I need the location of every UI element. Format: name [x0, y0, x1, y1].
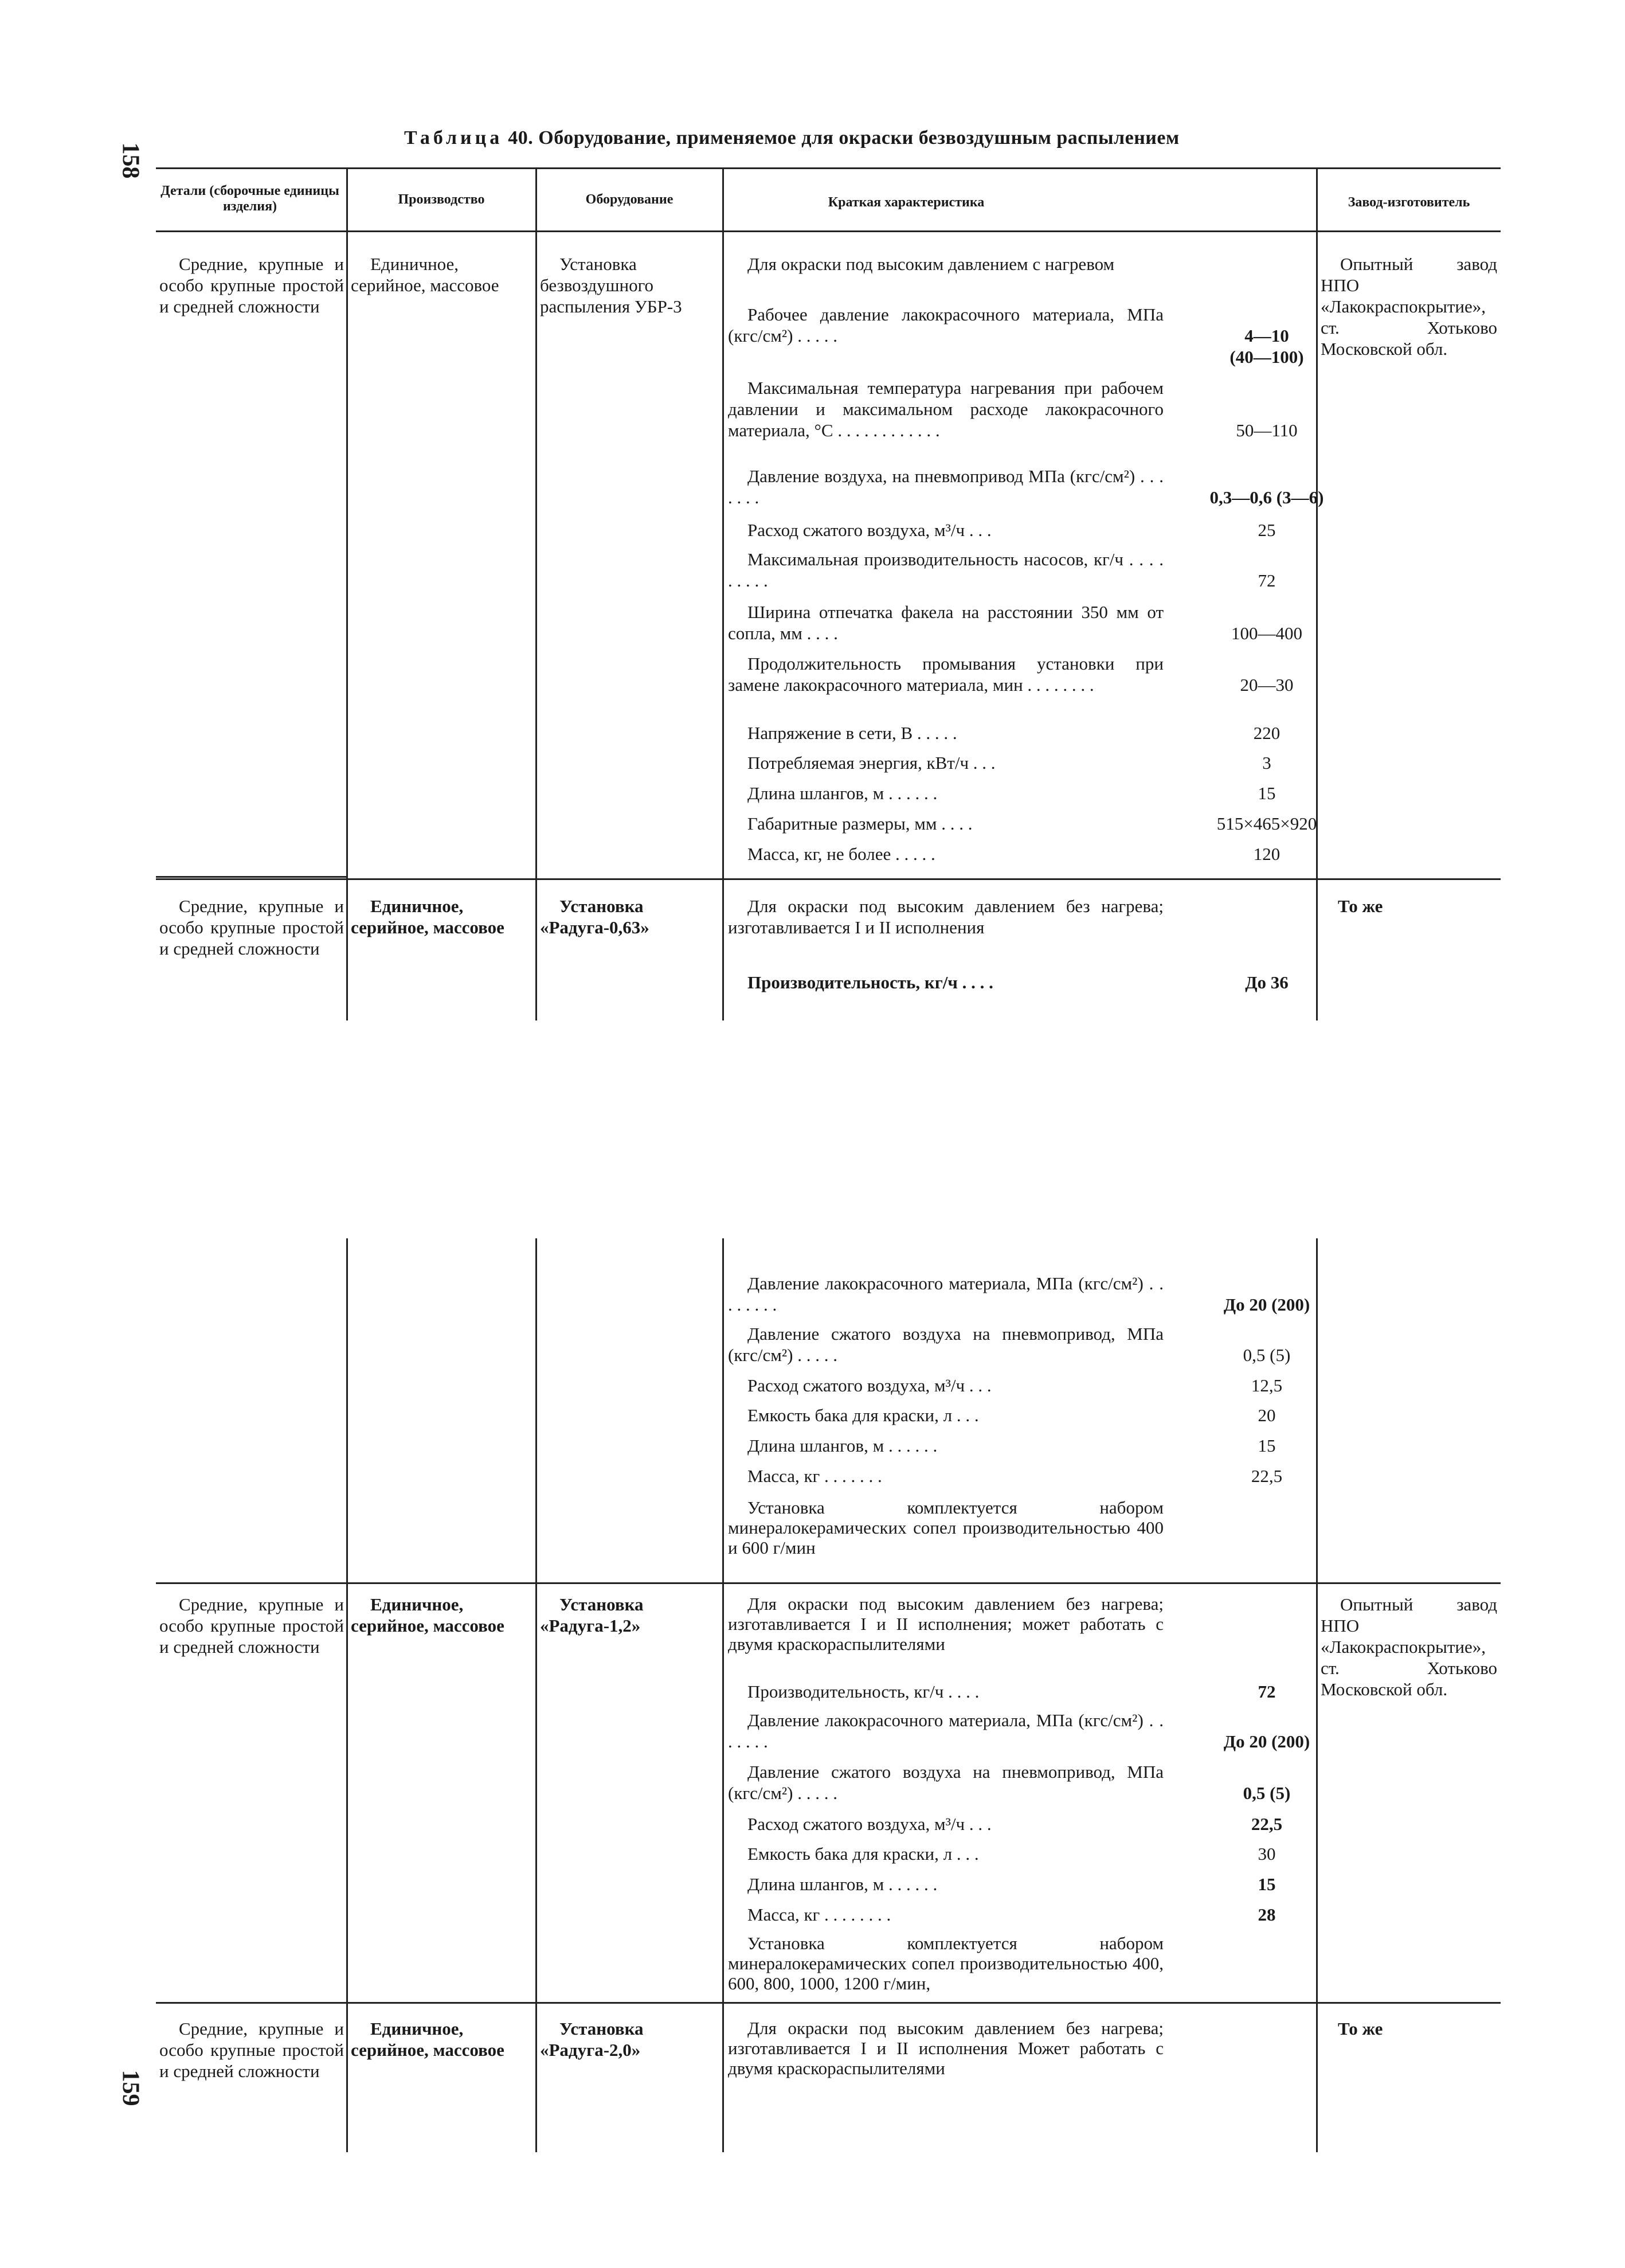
row4-spec-7: Масса, кг . . . . . . . . 28	[728, 1904, 1164, 1925]
row4-note: Установка комплектуется набором минералокерамических сопел производительностью 400, 600, 800, 1000, 1200 г/мин,	[728, 1933, 1164, 1993]
row5-equipment: Установка «Радуга-2,0»	[540, 2019, 644, 2060]
cont-spec-2-value: 0,5 (5)	[1243, 1345, 1291, 1365]
row4-spec-4: Расход сжатого воздуха, м³/ч . . . 22,5	[728, 1813, 1164, 1835]
row4-production: Единичное, серийное, массовое	[351, 1594, 504, 1636]
table-part-bottom	[156, 1238, 1501, 2152]
page-number-bottom: 159	[117, 2070, 144, 2106]
row1-spec-9: Потребляемая энергия, кВт/ч . . . 3	[728, 752, 1164, 773]
row1-spec-4: Расход сжатого воздуха, м³/ч . . . 25	[728, 519, 1164, 541]
row1-spec-12: Масса, кг, не более . . . . . 120	[728, 843, 1164, 865]
row2-equipment: Установка «Радуга-0,63»	[540, 896, 649, 937]
row1-spec-2: Максимальная температура нагревания при рабочем давлении и максимальном расходе лакокрасочного материала, °С . . . . . . . . . . . . 50—110	[728, 377, 1164, 441]
row1-manufacturer: Опытный завод НПО «Лакокраспокрытие», ст. Хотьково Московской обл.	[1321, 254, 1497, 359]
cont-spec-3: Расход сжатого воздуха, м³/ч . . . 12,5	[728, 1375, 1164, 1396]
row1-spec-12-value: 120	[1253, 844, 1281, 864]
page-number-top: 158	[117, 142, 144, 179]
row4-details: Средние, крупные и особо крупные простой и средней сложности	[159, 1594, 344, 1657]
caption-text: 40. Оборудование, применяемое для окраски безвоздушным распылением	[508, 127, 1180, 148]
row4-spec-5: Емкость бака для краски, л . . . 30	[728, 1843, 1164, 1864]
cont-spec-2: Давление сжатого воздуха на пневмопривод, МПа (кгс/см²) . . . . . 0,5 (5)	[728, 1323, 1164, 1366]
cont-spec-1: Давление лакокрасочного материала, МПа (кгс/см²) . . . . . . . . До 20 (200)	[728, 1273, 1164, 1315]
table-caption	[404, 127, 1180, 149]
row1-spec-1: Рабочее давление лакокрасочного материала, МПа (кгс/см²) . . . . . 4—10 (40—100)	[728, 304, 1164, 346]
row4-spec-2-value: До 20 (200)	[1223, 1731, 1310, 1751]
header-manufacturer: Завод-изготовитель	[1348, 195, 1470, 210]
row4-spec-7-value: 28	[1258, 1905, 1276, 1925]
row2-spec-1: Производительность, кг/ч . . . . До 36	[728, 972, 1164, 993]
row4-spec-1-value: 72	[1258, 1682, 1276, 1702]
caption-label: Таблица	[404, 127, 503, 148]
row1-details: Средние, крупные и особо крупные простой и средней сложности	[159, 254, 344, 316]
row2-intro: Для окраски под высоким давлением без нагрева; изготавливается I и II исполнения	[728, 896, 1164, 937]
row5-details: Средние, крупные и особо крупные простой и средней сложности	[159, 2019, 344, 2081]
cont-spec-5-value: 15	[1258, 1436, 1276, 1456]
row1-equipment: Установка безвоздушного распыления УБР-3	[540, 254, 682, 316]
cont-spec-6-value: 22,5	[1251, 1466, 1283, 1486]
row5-intro: Для окраски под высоким давлением без нагрева; изготавливается I и II исполнения Может работать с двумя краскораспылителями	[728, 2018, 1164, 2078]
row4-spec-6-value: 15	[1258, 1874, 1276, 1894]
row1-spec-5: Максимальная производительность насосов, кг/ч . . . . . . . . . 72	[728, 549, 1164, 591]
row5-production: Единичное, серийное, массовое	[351, 2019, 504, 2060]
row1-spec-3-value: 0,3—0,6 (3—6)	[1209, 487, 1324, 507]
row5-manufacturer: То же	[1338, 2019, 1383, 2039]
header-characteristics: Краткая характеристика	[828, 195, 985, 210]
row4-intro: Для окраски под высоким давлением без нагрева; изготавливается I и II исполнения; может работать с двумя краскораспылителями	[728, 1594, 1164, 1654]
row1-spec-8-value: 220	[1253, 723, 1281, 743]
row1-spec-10: Длина шлангов, м . . . . . . 15	[728, 783, 1164, 804]
table-part-top	[156, 167, 1501, 1020]
row1-spec-5-value: 72	[1258, 570, 1276, 591]
row1-spec-4-value: 25	[1258, 520, 1276, 540]
row4-spec-5-value: 30	[1258, 1844, 1276, 1864]
row2-production: Единичное, серийное, массовое	[351, 896, 504, 937]
row1-spec-3: Давление воздуха, на пневмопривод МПа (кгс/см²) . . . . . . . 0,3—0,6 (3—6)	[728, 466, 1164, 508]
row4-spec-3: Давление сжатого воздуха на пневмопривод, МПа (кгс/см²) . . . . . 0,5 (5)	[728, 1761, 1164, 1804]
cont-spec-5: Длина шлангов, м . . . . . . 15	[728, 1435, 1164, 1456]
row1-intro: Для окраски под высоким давлением с нагревом	[747, 254, 1115, 274]
row1-characteristics	[728, 253, 1313, 275]
row4-spec-2: Давление лакокрасочного материала, МПа (кгс/см²) . . . . . . . До 20 (200)	[728, 1710, 1164, 1752]
header-equipment: Оборудование	[585, 192, 674, 207]
row1-spec-6-value: 100—400	[1231, 623, 1302, 643]
cont-spec-6: Масса, кг . . . . . . . 22,5	[728, 1465, 1164, 1487]
row4-spec-4-value: 22,5	[1251, 1814, 1283, 1834]
row1-production: Единичное, серийное, массовое	[351, 254, 499, 295]
row2-manufacturer: То же	[1338, 896, 1383, 916]
row1-spec-1-value: 4—10 (40—100)	[1229, 326, 1304, 367]
row1-spec-11-value: 515×465×920	[1216, 814, 1317, 834]
row1-spec-7: Продолжительность промывания установки при замене лакокрасочного материала, мин . . . . . . . . 20—30	[728, 653, 1164, 695]
row1-spec-11: Габаритные размеры, мм . . . . 515×465×920	[728, 813, 1164, 834]
cont-spec-4-value: 20	[1258, 1405, 1276, 1425]
row2-spec-1-value: До 36	[1245, 972, 1289, 992]
cont-spec-4: Емкость бака для краски, л . . . 20	[728, 1405, 1164, 1426]
row4-equipment: Установка «Радуга-1,2»	[540, 1594, 644, 1636]
row1-spec-10-value: 15	[1258, 783, 1276, 803]
row1-spec-6: Ширина отпечатка факела на расстоянии 350 мм от сопла, мм . . . . 100—400	[728, 601, 1164, 644]
row1-spec-8: Напряжение в сети, В . . . . . 220	[728, 722, 1164, 744]
row1-spec-2-value: 50—110	[1236, 420, 1298, 440]
row2-details: Средние, крупные и особо крупные простой и средней сложности	[159, 896, 344, 959]
cont-spec-1-value: До 20 (200)	[1223, 1295, 1310, 1315]
row4-manufacturer: Опытный завод НПО «Лакокраспокрытие», ст. Хотьково Московской обл.	[1321, 1594, 1497, 1699]
cont-spec-3-value: 12,5	[1251, 1375, 1283, 1395]
header-production: Производство	[398, 192, 485, 207]
row1-spec-9-value: 3	[1262, 753, 1271, 773]
header-details: Детали (сборочные единицы изделия)	[160, 183, 339, 214]
cont-note: Установка комплектуется набором минералокерамических сопел производительностью 400 и 600 г/мин	[728, 1497, 1164, 1558]
row1-spec-7-value: 20—30	[1240, 675, 1294, 695]
row4-spec-1: Производительность, кг/ч . . . . 72	[728, 1681, 1164, 1702]
row4-spec-3-value: 0,5 (5)	[1243, 1783, 1291, 1803]
row4-spec-6: Длина шлангов, м . . . . . . 15	[728, 1874, 1164, 1895]
